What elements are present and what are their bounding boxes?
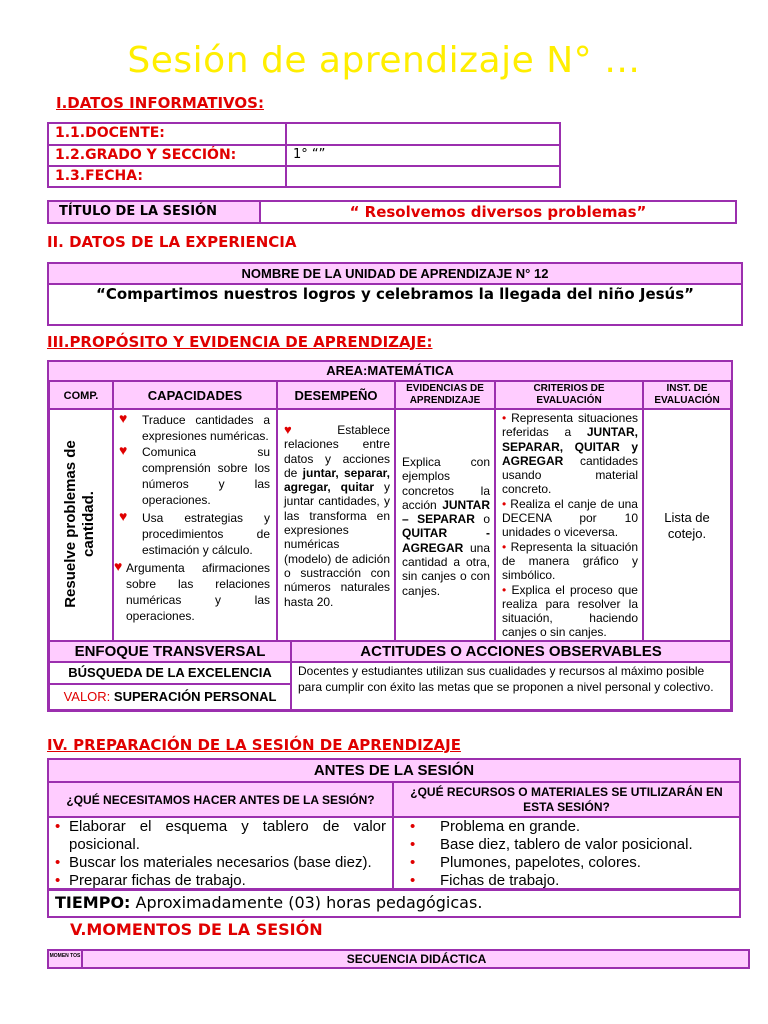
tiempo-value: Aproximadamente (03) horas pedagógicas. bbox=[130, 893, 483, 912]
preparacion-table bbox=[47, 758, 741, 918]
heart-icon: ♥ bbox=[119, 410, 128, 426]
criterio-1: • Representa situaciones referidas a JUNTAR, SEPARAR, QUITAR y AGREGAR cantidades usando material concreto. bbox=[502, 411, 638, 497]
antes-list bbox=[53, 818, 386, 889]
grado-value: 1° “” bbox=[293, 147, 326, 162]
col-comp: COMP. bbox=[49, 381, 113, 409]
secuencia-header: SECUENCIA DIDÁCTICA bbox=[346, 952, 487, 966]
heart-icon: ♥ bbox=[114, 558, 123, 574]
valor-value: SUPERACIÓN PERSONAL bbox=[110, 689, 277, 704]
tiempo-row bbox=[49, 889, 739, 916]
list-item: • Problema en grande. bbox=[408, 818, 735, 836]
criterio-3: • Representa la situación de manera gráfico y simbólico. bbox=[502, 539, 638, 583]
area-header: AREA:MATEMÁTICA bbox=[49, 362, 731, 381]
antes-list-cell bbox=[49, 817, 393, 889]
heart-icon: ♥ bbox=[284, 422, 338, 437]
momentos-table bbox=[47, 949, 750, 969]
docente-field[interactable] bbox=[286, 124, 559, 145]
q2-header: ¿QUÉ RECURSOS O MATERIALES SE UTILIZARÁN EN ESTA SESIÓN? bbox=[393, 782, 739, 817]
capacidad-3: Usa estrategias y procedimientos de estimación y cálculo. bbox=[142, 511, 270, 557]
list-item: • Fichas de trabajo. bbox=[408, 872, 735, 889]
evidencia-text-3: una cantidad a otra, sin canjes o con canjes. bbox=[402, 540, 490, 598]
page-title: Sesión de aprendizaje N° … bbox=[127, 40, 641, 81]
bullet-icon: • bbox=[502, 411, 507, 425]
col-criterios: CRITERIOS DE EVALUACIÓN bbox=[495, 381, 643, 409]
section-datos-experiencia: II. DATOS DE LA EXPERIENCIA bbox=[47, 233, 297, 251]
criterios-cell bbox=[495, 409, 643, 641]
titulo-value: “ Resolvemos diversos problemas” bbox=[349, 203, 647, 221]
section-datos-informativos: I.DATOS INFORMATIVOS: bbox=[56, 94, 264, 112]
criterio-2: • Realiza el canje de una DECENA por 10 unidades o viceversa. bbox=[502, 496, 638, 540]
capacidad-4: Argumenta afirmaciones sobre las relaciones numéricas y las operaciones. bbox=[126, 561, 270, 623]
capacidad-2: Comunica su comprensión sobre los números y las operaciones. bbox=[142, 445, 270, 507]
col-evidencias: EVIDENCIAS DE APRENDIZAJE bbox=[395, 381, 495, 409]
col-capacidades: CAPACIDADES bbox=[113, 381, 277, 409]
evidencia-bold-2: QUITAR - AGREGAR bbox=[402, 526, 490, 555]
tiempo-label: TIEMPO: bbox=[55, 893, 131, 912]
fecha-label: 1.3.FECHA: bbox=[55, 168, 143, 184]
enfoque-header: ENFOQUE TRANSVERSAL bbox=[49, 641, 291, 662]
desempeno-cell bbox=[277, 409, 395, 641]
col-desempeno: DESEMPEÑO bbox=[277, 381, 395, 409]
capacidad-1: Traduce cantidades a expresiones numéricas. bbox=[142, 413, 270, 443]
evidencia-text-2: o bbox=[474, 512, 490, 527]
enfoque-value: BÚSQUEDA DE LA EXCELENCIA bbox=[49, 662, 291, 684]
q1-header: ¿QUÉ NECESITAMOS HACER ANTES DE LA SESIÓN? bbox=[49, 782, 393, 817]
evidencia-bold-1: JUNTAR – SEPARAR bbox=[402, 497, 490, 527]
list-item: • Preparar fichas de trabajo. bbox=[53, 872, 386, 889]
section-preparacion: IV. PREPARACIÓN DE LA SESIÓN DE APRENDIZAJE bbox=[47, 736, 461, 754]
fecha-field[interactable] bbox=[286, 166, 559, 186]
momentos-header: MOMEN TOS bbox=[49, 951, 83, 967]
list-item: • Buscar los materiales necesarios (base diez). bbox=[53, 854, 386, 872]
section-momentos: V.MOMENTOS DE LA SESIÓN bbox=[70, 920, 323, 939]
bullet-icon: • bbox=[502, 582, 507, 597]
heart-icon: ♥ bbox=[119, 508, 128, 524]
heart-icon: ♥ bbox=[119, 442, 128, 458]
criterio-4: • Explica el proceso que realiza para resolver la situación, haciendo canjes o sin canjes. bbox=[502, 582, 638, 640]
valor-label: VALOR: bbox=[63, 689, 111, 704]
instrumento-cell bbox=[643, 409, 731, 641]
section-proposito: III.PROPÓSITO Y EVIDENCIA DE APRENDIZAJE: bbox=[47, 333, 433, 351]
grado-field[interactable] bbox=[286, 145, 559, 166]
valor-cell bbox=[49, 684, 291, 710]
titulo-row bbox=[47, 200, 737, 224]
col-instrumento: INST. DE EVALUACIÓN bbox=[643, 381, 731, 409]
titulo-label: TÍTULO DE LA SESIÓN bbox=[59, 204, 217, 219]
bullet-icon: • bbox=[502, 539, 507, 554]
docente-label: 1.1.DOCENTE: bbox=[55, 125, 165, 141]
antes-header: ANTES DE LA SESIÓN bbox=[49, 760, 739, 782]
evidencia-cell bbox=[395, 409, 495, 641]
desempeno-bold: juntar, separar, agregar, quitar bbox=[284, 465, 390, 495]
grado-label: 1.2.GRADO Y SECCIÓN: bbox=[55, 147, 237, 163]
recursos-list-cell bbox=[393, 817, 739, 889]
desempeno-text-1: Establece relaciones entre datos y acciones de bbox=[284, 423, 390, 480]
capacidades-cell bbox=[113, 409, 277, 641]
recursos-list bbox=[408, 818, 735, 889]
actitudes-text: Docentes y estudiantes utilizan sus cualidades y recursos al máximo posible para cumplir con éxito las metas que se proponen a nivel personal y colectivo. bbox=[291, 662, 731, 710]
competencia-text: Resuelve problemas de cantidad. bbox=[62, 440, 97, 608]
instrumento-text: Lista de cotejo. bbox=[664, 510, 710, 541]
unidad-header: NOMBRE DE LA UNIDAD DE APRENDIZAJE N° 12 bbox=[49, 264, 741, 285]
actitudes-header: ACTITUDES O ACCIONES OBSERVABLES bbox=[291, 641, 731, 662]
bullet-icon: • bbox=[502, 496, 507, 511]
unidad-box bbox=[47, 262, 743, 326]
list-item: • Plumones, papelotes, colores. bbox=[408, 854, 735, 872]
unidad-value: “Compartimos nuestros logros y celebramos la llegada del niño Jesús” bbox=[95, 285, 695, 303]
list-item: • Base diez, tablero de valor posicional. bbox=[408, 836, 735, 854]
proposito-table bbox=[47, 360, 733, 712]
list-item: • Elaborar el esquema y tablero de valor posicional. bbox=[53, 818, 386, 854]
competencia-cell bbox=[49, 409, 113, 641]
evidencia-text-1: Explica con ejemplos concretos la acción bbox=[402, 455, 490, 512]
desempeno-text-2: y juntar cantidades, y las transforma en expresiones numéricas (modelo) de adición o sustracción con números naturales hasta 20. bbox=[284, 480, 390, 609]
datos-table bbox=[47, 122, 561, 188]
